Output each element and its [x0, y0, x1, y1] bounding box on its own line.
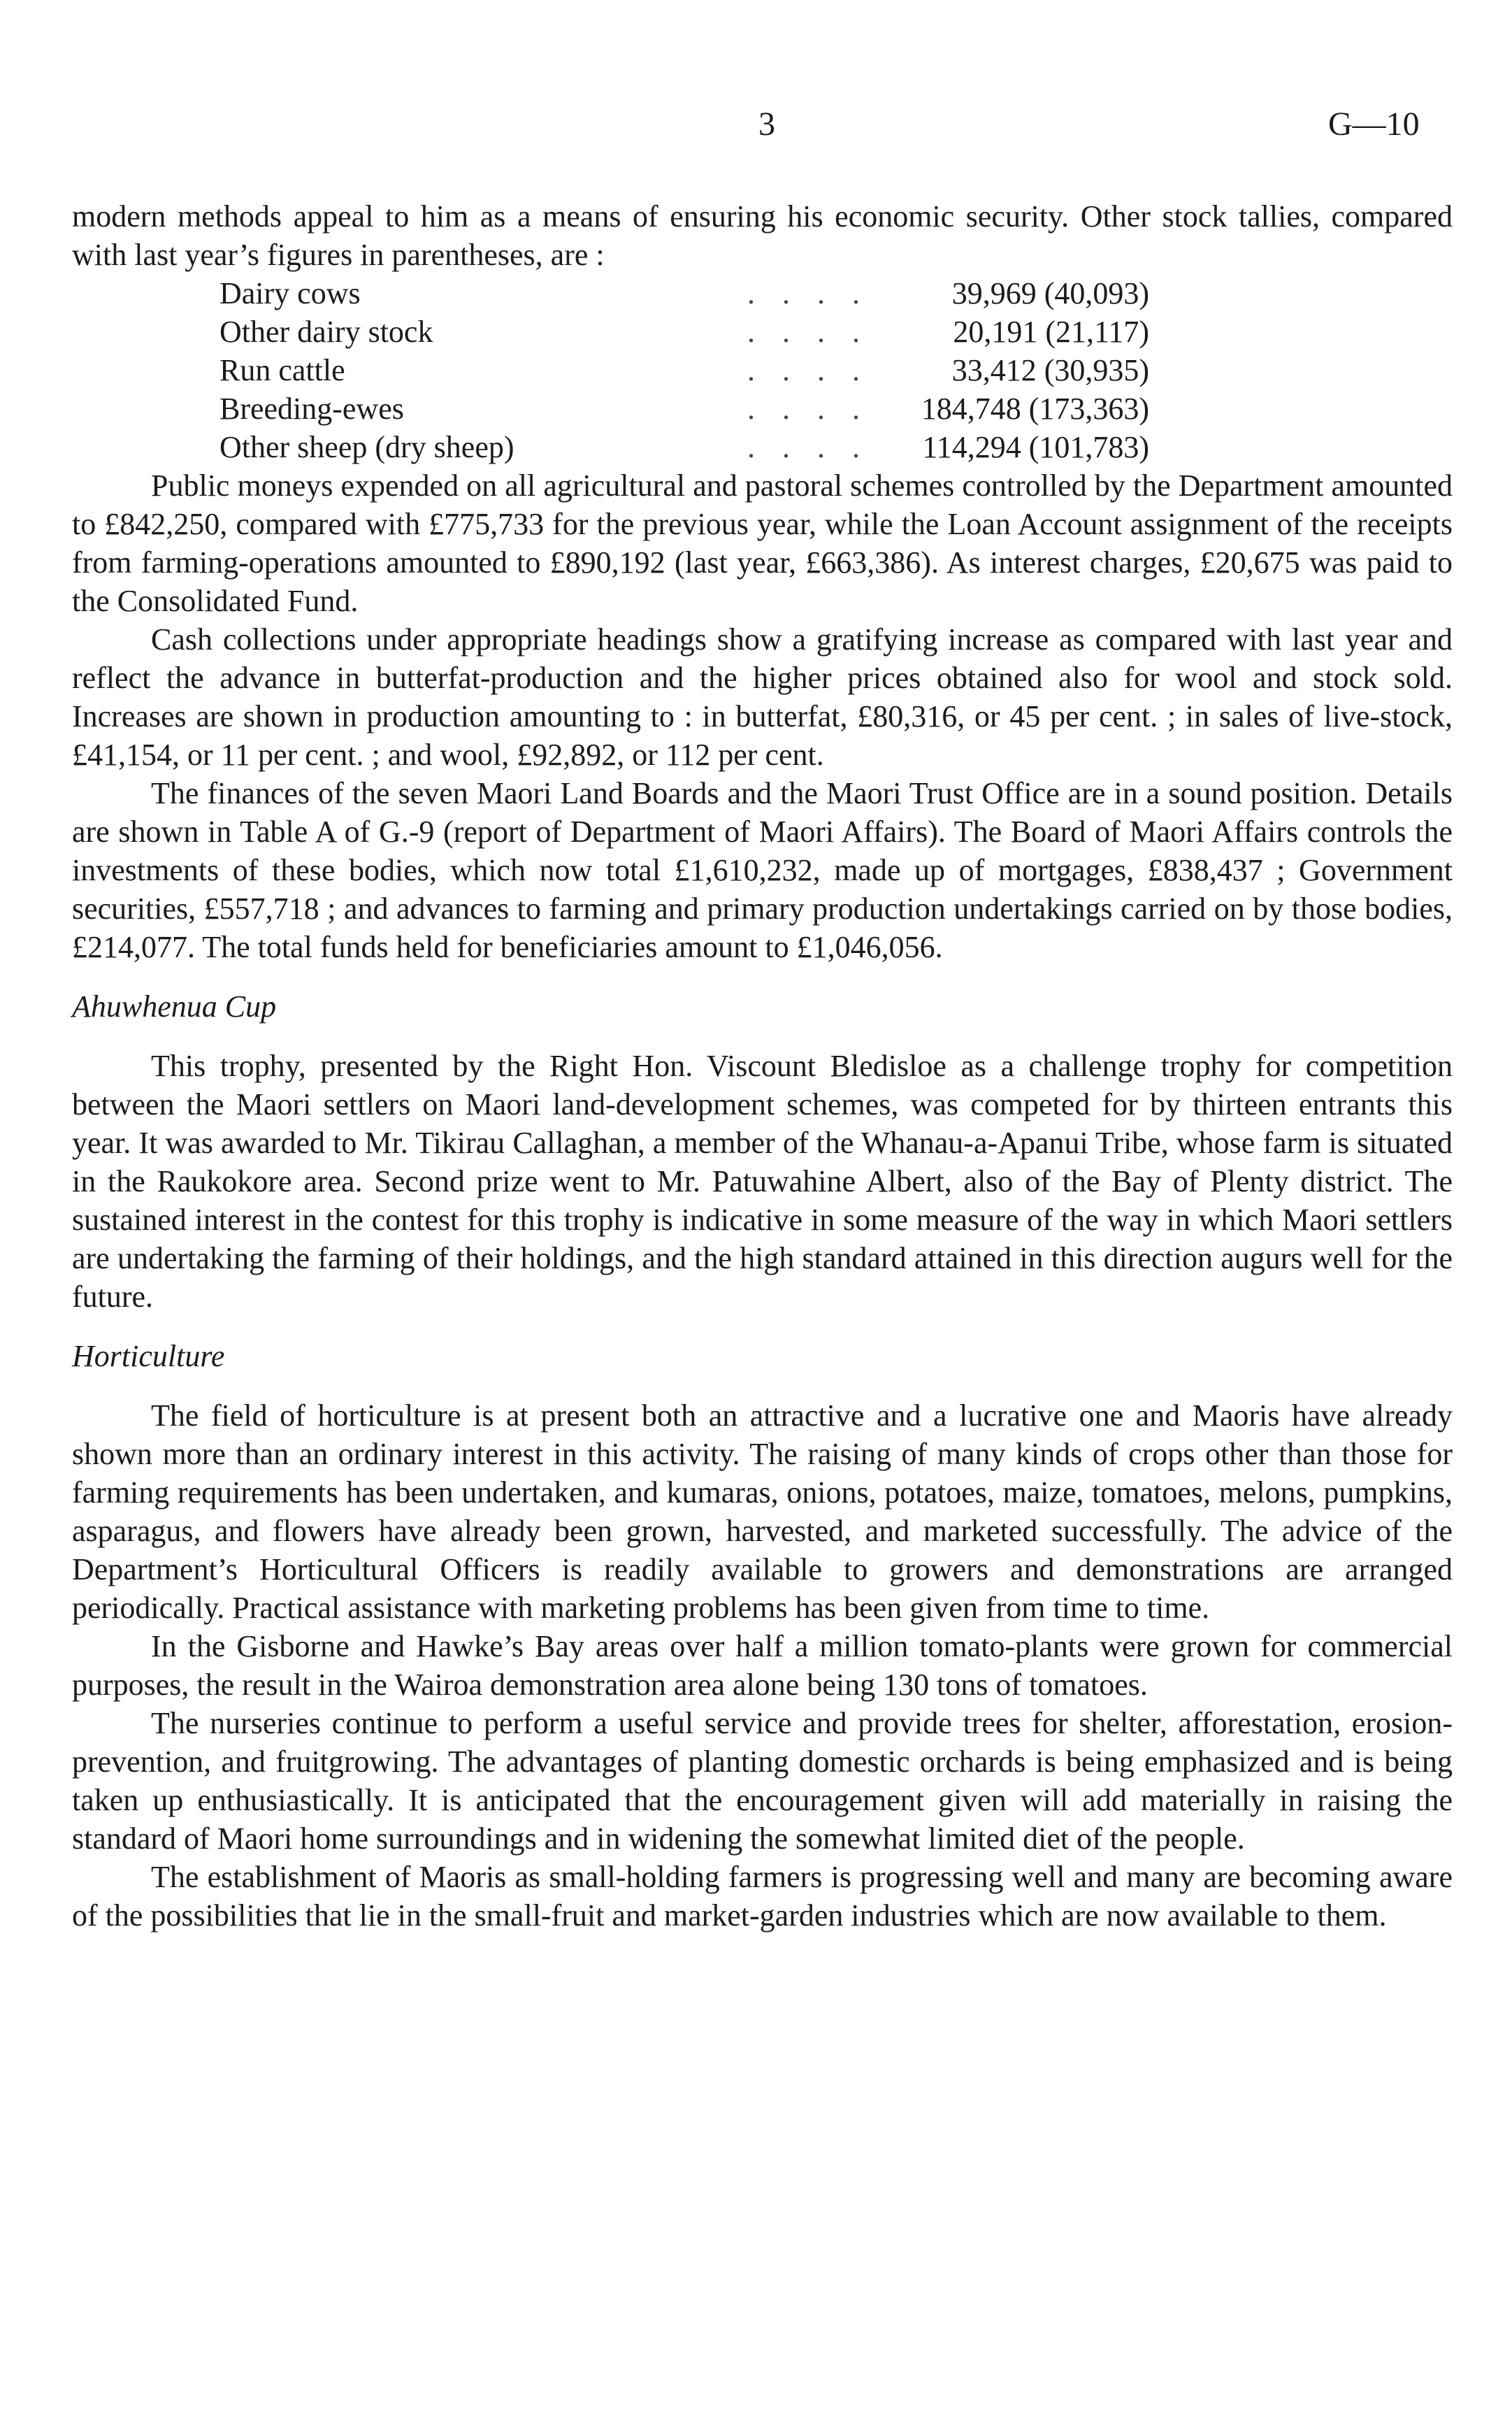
body-text — [72, 197, 1453, 1935]
section-heading-horticulture: Horticulture — [72, 1339, 225, 1373]
ahuwhenua-paragraph: This trophy, presented by the Right Hon. Viscount Bledisloe as a challenge trophy for competition between the Maori settlers on Maori land-development schemes, was competed for by thirteen entrants this year. It was awarded to Mr. Tikirau Callaghan, a member of the Whanau-a-Apanui Tribe, whose farm is situated in the Raukokore area. Second prize went to Mr. Patuwahine Albert, also of the Bay of Plenty district. The sustained interest in the contest for this trophy is indicative in some measure of the way in which Maori settlers are undertaking the farming of their holdings, and the high standard attained in this direction augurs well for the future. — [72, 1049, 1453, 1314]
horticulture-paragraph: In the Gisborne and Hawke’s Bay areas over half a million tomato-plants were grown for commercial purposes, the result in the Wairoa demonstration area alone being 130 tons of tomatoes. — [72, 1629, 1453, 1702]
stock-value: 33,412 (30,935) — [951, 353, 1149, 387]
leader-dots: . . . . — [747, 315, 870, 349]
stock-label: Other dairy stock — [219, 315, 433, 349]
horticulture-paragraph: The establishment of Maoris as small-holding farmers is progressing well and many are becoming aware of the possibilities that lie in the small-fruit and market-garden industries which are now available to them. — [72, 1860, 1453, 1933]
intro-paragraph: modern methods appeal to him as a means of ensuring his economic security. Other stock tallies, compared with last year’s figures in parentheses, are : — [72, 199, 1453, 272]
horticulture-paragraph: The nurseries continue to perform a useful service and provide trees for shelter, afforestation, erosion-prevention, and fruitgrowing. The advantages of planting domestic orchards is being emphasized and is being taken up enthusiastically. It is anticipated that the encouragement given will add materially in raising the standard of Maori home surroundings and in widening the somewhat limited diet of the people. — [72, 1706, 1453, 1856]
stock-label: Breeding-ewes — [219, 392, 404, 426]
stock-value: 39,969 (40,093) — [951, 276, 1149, 310]
table-row — [219, 313, 1149, 351]
table-row — [219, 428, 1149, 466]
table-row — [219, 274, 1149, 313]
stock-label: Dairy cows — [219, 276, 361, 310]
stock-label: Other sheep (dry sheep) — [219, 430, 514, 464]
stock-value: 114,294 (101,783) — [922, 430, 1149, 464]
table-row — [219, 389, 1149, 428]
leader-dots: . . . . — [747, 353, 870, 387]
section-heading-ahuwhenua-cup: Ahuwhenua Cup — [72, 989, 277, 1024]
finance-paragraph: The finances of the seven Maori Land Boards and the Maori Trust Office are in a sound position. Details are shown in Table A of G.-9 (report of Department of Maori Affairs). The Board of Maori Affairs controls the investments of these bodies, which now total £1,610,232, made up of mortgages, £838,437 ; Government securities, £557,718 ; and advances to farming and primary production undertakings carried on by those bodies, £214,077. The total funds held for beneficiaries amount to £1,046,056. — [72, 776, 1453, 964]
stock-value: 184,748 (173,363) — [921, 392, 1149, 426]
stock-tallies-table — [219, 274, 1149, 466]
leader-dots: . . . . — [747, 276, 870, 310]
document-code: G—10 — [1328, 106, 1420, 143]
page-number: 3 — [758, 106, 775, 143]
finance-paragraph: Cash collections under appropriate headings show a gratifying increase as compared with last year and reflect the advance in butterfat-production and the higher prices obtained also for wool and stock sold. Increases are shown in production amounting to : in butterfat, £80,316, or 45 per cent. ; in sales of live-stock, £41,154, or 11 per cent. ; and wool, £92,892, or 112 per cent. — [72, 622, 1453, 772]
leader-dots: . . . . — [747, 430, 870, 464]
stock-label: Run cattle — [219, 353, 345, 387]
finance-paragraph: Public moneys expended on all agricultural and pastoral schemes controlled by the Department amounted to £842,250, compared with £775,733 for the previous year, while the Loan Account assignment of the receipts from farming-operations amounted to £890,192 (last year, £663,386). As interest charges, £20,675 was paid to the Consolidated Fund. — [72, 468, 1453, 618]
table-row — [219, 351, 1149, 389]
horticulture-paragraph: The field of horticulture is at present both an attractive and a lucrative one and Maoris have already shown more than an ordinary interest in this activity. The raising of many kinds of crops other than those for farming requirements has been undertaken, and kumaras, onions, potatoes, maize, tomatoes, melons, pumpkins, asparagus, and flowers have already been grown, harvested, and marketed successfully. The advice of the Department’s Horticultural Officers is readily available to growers and demonstrations are arranged periodically. Practical assistance with marketing problems has been given from time to time. — [72, 1398, 1453, 1625]
page-header — [0, 105, 1512, 154]
stock-value: 20,191 (21,117) — [953, 315, 1149, 349]
leader-dots: . . . . — [747, 392, 870, 426]
